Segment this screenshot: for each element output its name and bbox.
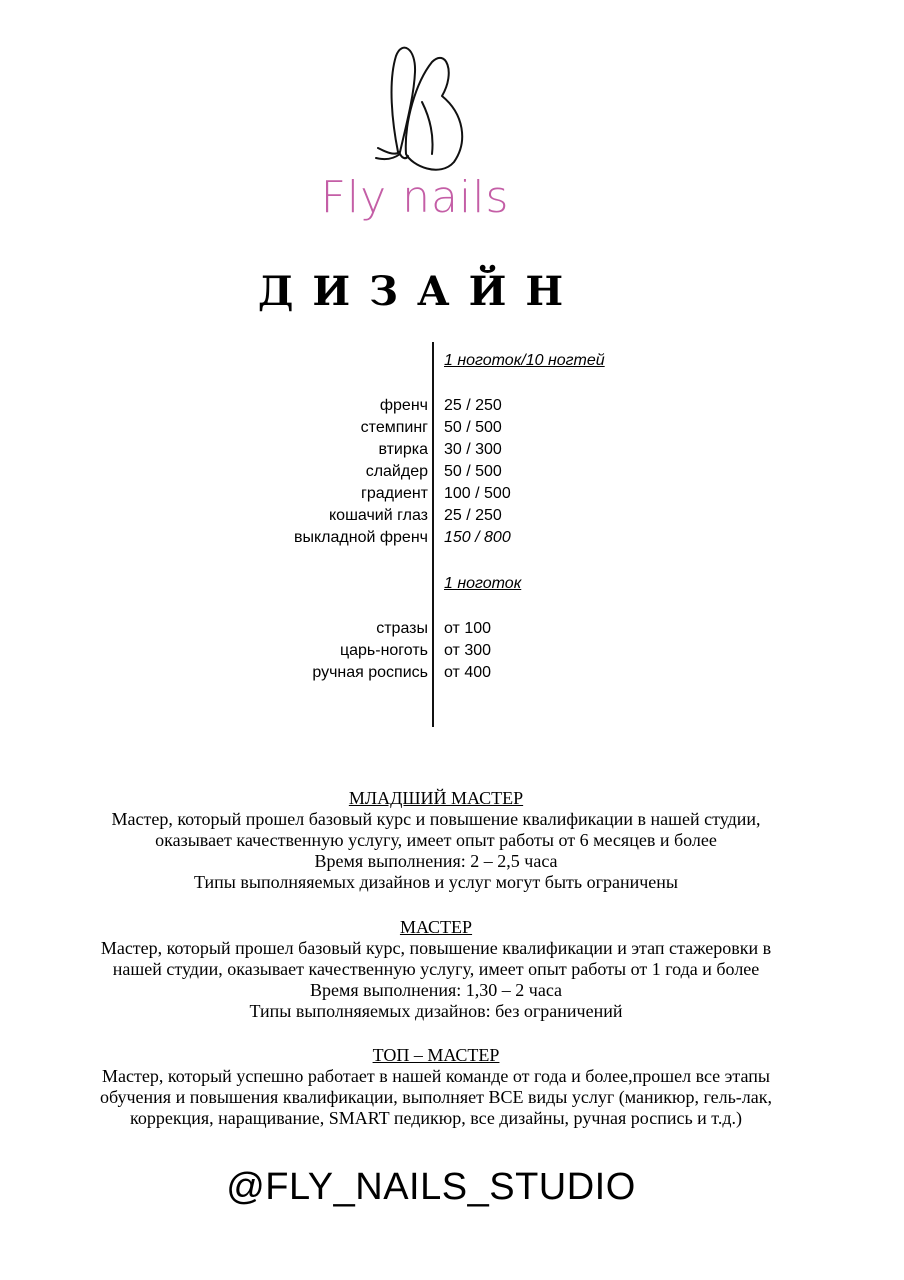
service-name: втирка [378,441,428,458]
level-description-line: Типы выполняяемых дизайнов и услуг могут быть ограничены [193,872,679,892]
service-name: кошачий глаз [329,507,428,524]
service-name: стразы [376,620,428,637]
price-row [0,395,904,417]
service-name: стемпинг [360,419,428,436]
service-name: градиент [361,485,428,502]
level-title: МЛАДШИЙ МАСТЕР [348,788,524,808]
level-description-line: Мастер, который успешно работает в нашей команде от года и более,прошел все этапы [102,1066,770,1086]
butterfly-icon [370,42,470,172]
price-row [0,461,904,483]
service-price: 30 / 300 [444,441,502,458]
price-row [0,527,904,549]
service-name: ручная роспись [312,664,428,681]
service-price: 25 / 250 [444,397,502,414]
service-price: от 400 [444,664,492,681]
level-title: МАСТЕР [399,917,473,937]
section-heading-single-nail: 1 ноготок [444,575,522,592]
price-row [0,618,904,640]
brand-name: Fly nails [320,172,510,223]
level-description-line: нашей студии, оказывает качественную услугу, имеет опыт работы от 1 года и более [112,959,760,979]
price-row [0,505,904,527]
service-name: слайдер [365,463,428,480]
service-price: от 100 [444,620,492,637]
level-junior-master [0,788,872,893]
service-name: выкладной френч [294,529,428,546]
page-title: ДИЗАЙН [257,268,583,315]
service-price: 50 / 500 [444,419,502,436]
price-row [0,483,904,505]
level-top-master [0,1045,872,1129]
section-heading-per-nail: 1 ноготок/10 ногтей [444,352,605,369]
service-price: 150 / 800 [444,529,511,546]
logo [0,0,904,240]
price-table [0,340,904,730]
price-row [0,417,904,439]
price-row [0,439,904,461]
service-name: френч [379,397,428,414]
level-master [0,917,872,1022]
level-time: Время выполнения: 1,30 – 2 часа [309,980,563,1000]
service-name: царь-ноготь [339,642,428,659]
level-description-line: коррекция, наращивание, SMART педикюр, все дизайны, ручная роспись и т.д.) [130,1108,742,1128]
price-row [0,662,904,684]
level-description-line: Мастер, который прошел базовый курс, повышение квалификации и этап стажеровки в [100,938,772,958]
level-title: ТОП – МАСТЕР [372,1045,500,1065]
level-time: Время выполнения: 2 – 2,5 часа [314,851,558,871]
service-price: 25 / 250 [444,507,502,524]
service-price: 50 / 500 [444,463,502,480]
service-price: 100 / 500 [444,485,511,502]
price-row [0,640,904,662]
service-price: от 300 [444,642,492,659]
level-description-line: Мастер, который прошел базовый курс и повышение квалификации в нашей студии, [111,809,761,829]
instagram-handle: @FLY_NAILS_STUDIO [226,1166,636,1208]
level-description-line: Типы выполняяемых дизайнов: без ограничений [249,1001,623,1021]
level-description-line: обучения и повышения квалификации, выполняет ВСЕ виды услуг (маникюр, гель-лак, [100,1087,772,1107]
level-description-line: оказывает качественную услугу, имеет опыт работы от 6 месяцев и более [155,830,717,850]
